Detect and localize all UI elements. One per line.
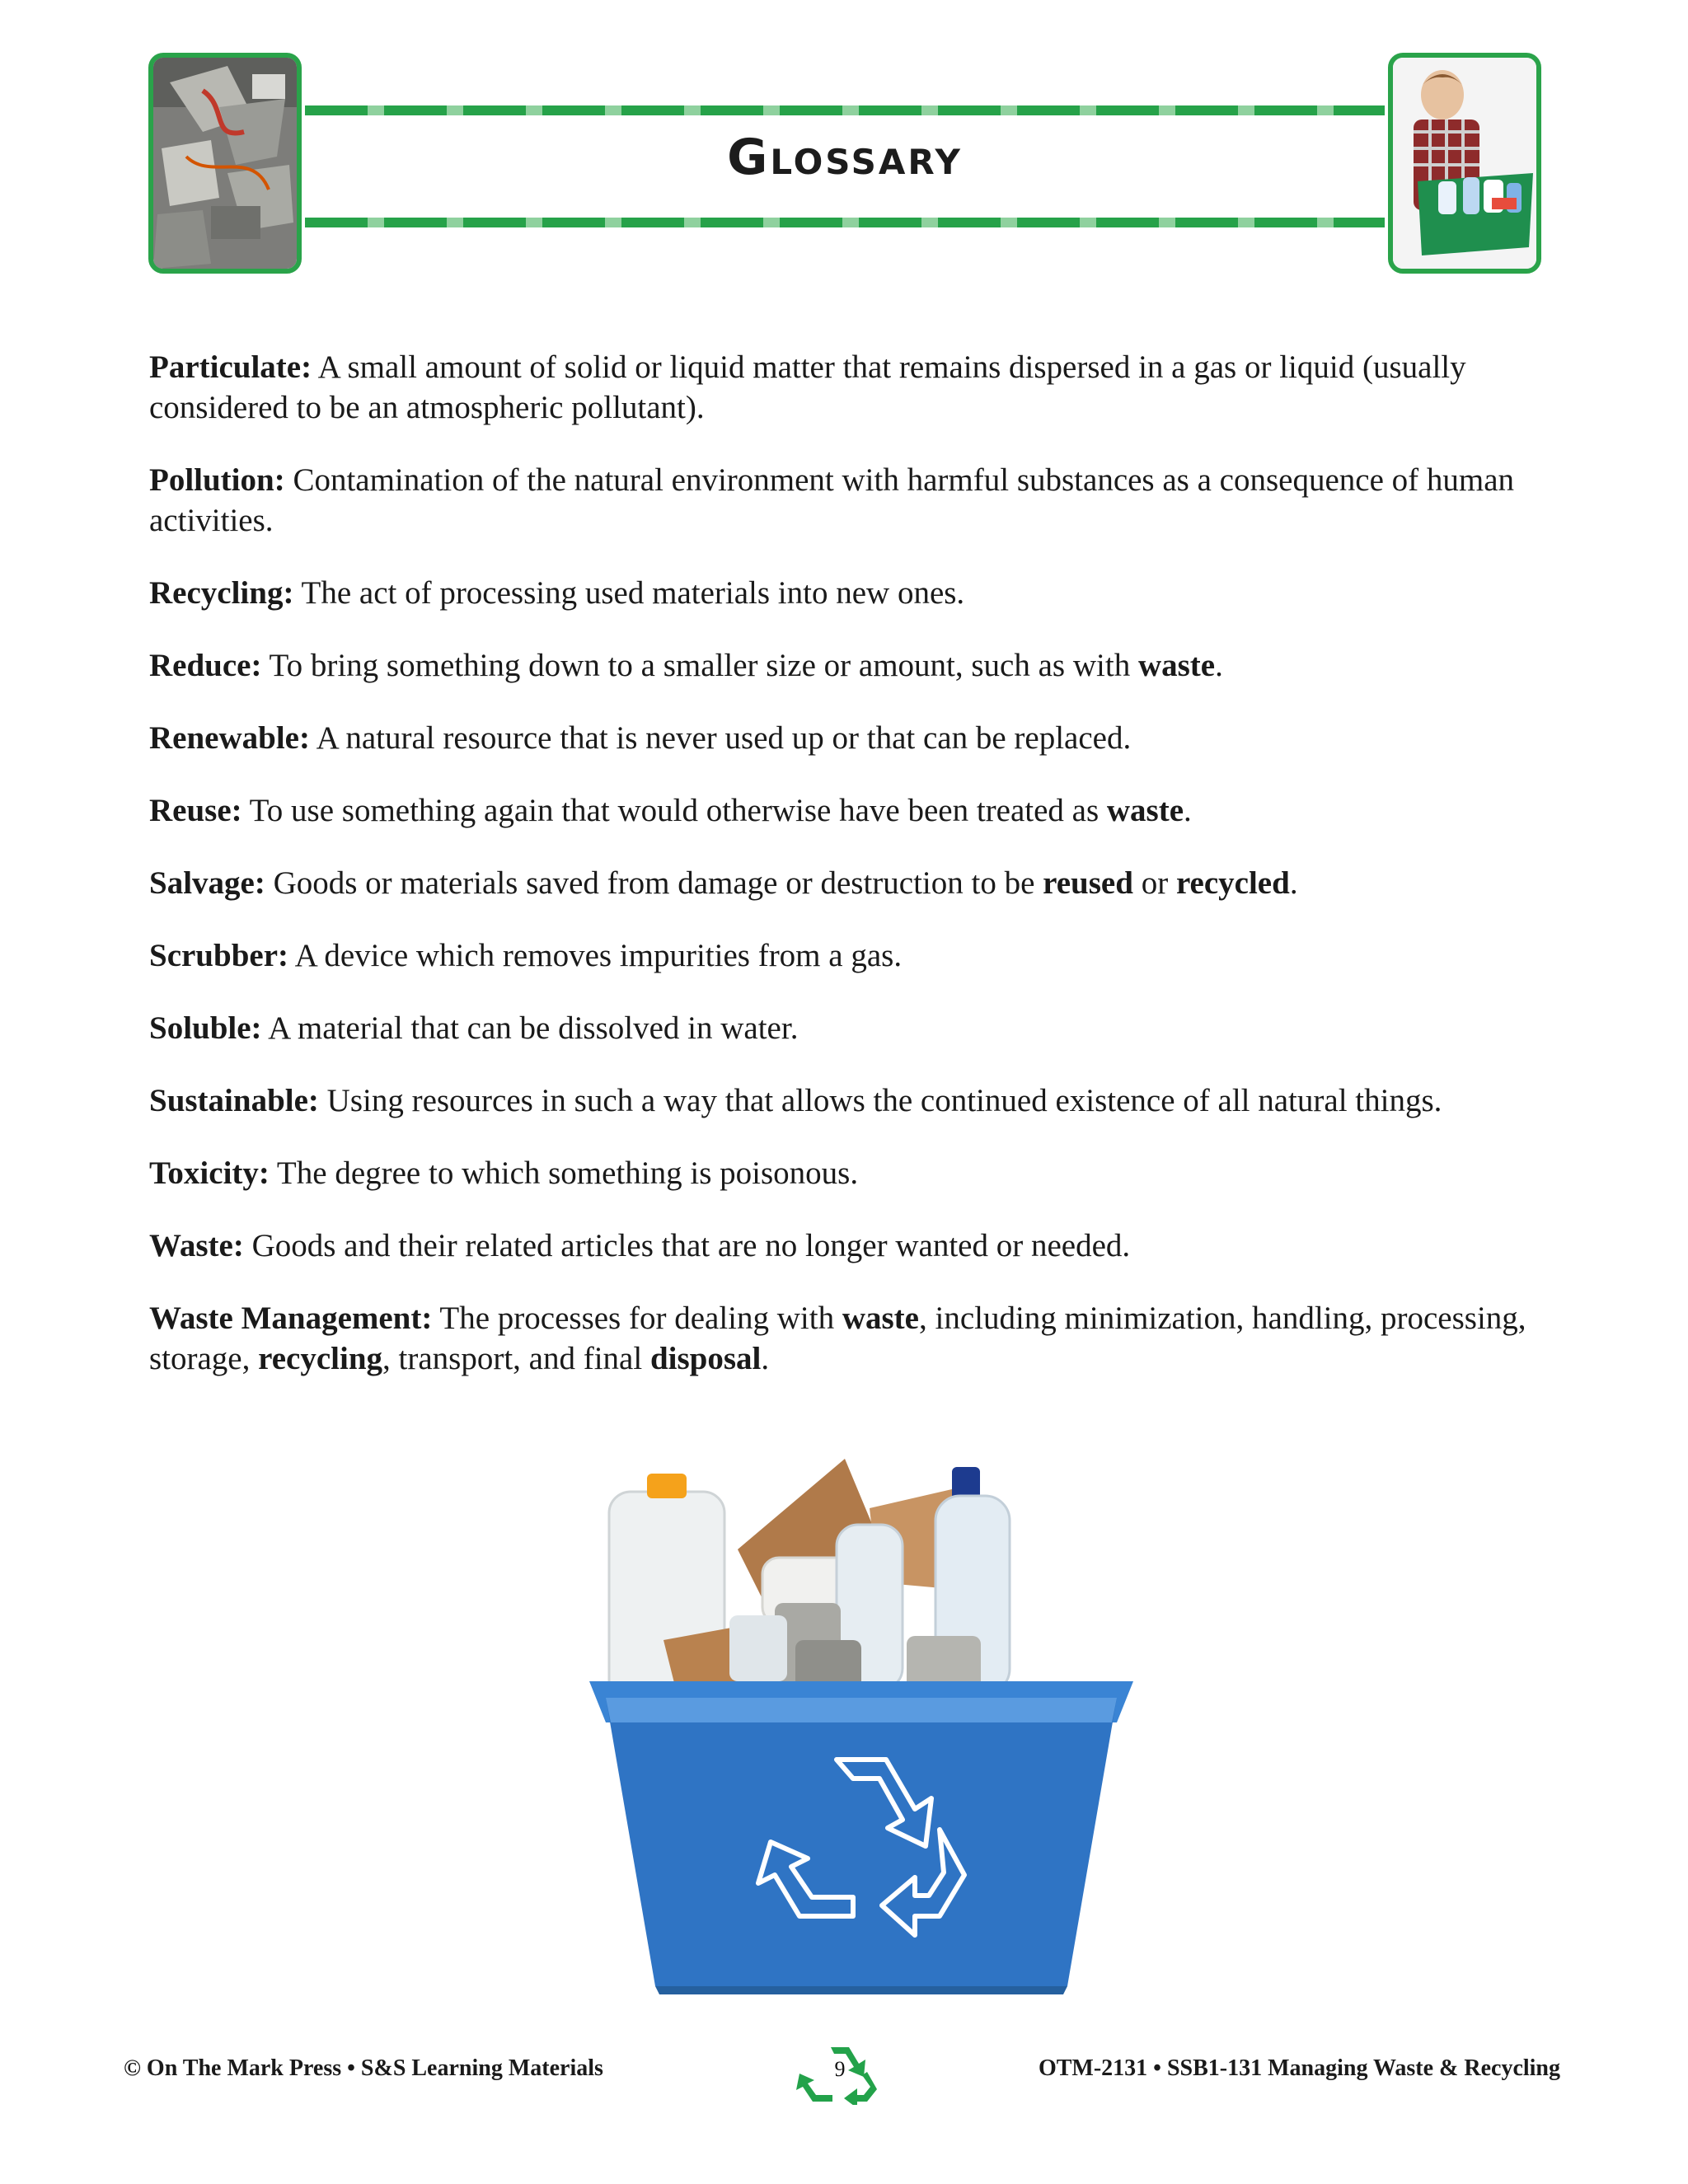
glossary-term: Waste: bbox=[149, 1228, 244, 1263]
recycling-bin-illustration bbox=[589, 1451, 1133, 1994]
boy-with-recycling-bin-photo bbox=[1388, 53, 1541, 274]
glossary-definition-text: , transport, and final bbox=[382, 1341, 650, 1376]
glossary-entry bbox=[149, 1080, 1550, 1121]
glossary-entry bbox=[149, 790, 1550, 831]
glossary-term: Soluble: bbox=[149, 1010, 262, 1046]
glossary-term: Salvage: bbox=[149, 865, 265, 901]
title-banner bbox=[305, 105, 1385, 227]
glossary-term: Particulate: bbox=[149, 349, 312, 385]
glossary-entry bbox=[149, 645, 1550, 686]
glossary-definition-text: A natural resource that is never used up or that can be replaced. bbox=[309, 720, 1132, 756]
glossary-keyword: recycling bbox=[258, 1341, 383, 1376]
glossary-definition-text: To use something again that would otherwise have been treated as bbox=[241, 793, 1107, 828]
glossary-entry bbox=[149, 1153, 1550, 1193]
glossary-definition-text: The act of processing used materials into new ones. bbox=[293, 575, 965, 611]
glossary-definition-text: or bbox=[1132, 865, 1176, 901]
glossary-keyword: disposal bbox=[649, 1341, 762, 1376]
glossary-definition-text: , including minimization, handling, processing, storage, bbox=[149, 1301, 1526, 1376]
glossary-list bbox=[149, 347, 1550, 1411]
glossary-term: Scrubber: bbox=[149, 938, 288, 973]
glossary-term: Toxicity: bbox=[149, 1155, 270, 1191]
glossary-entry bbox=[149, 935, 1550, 976]
page-number: 9 bbox=[834, 2057, 846, 2081]
glossary-entry bbox=[149, 1008, 1550, 1048]
glossary-term: Sustainable: bbox=[149, 1083, 319, 1118]
glossary-keyword: waste bbox=[842, 1301, 919, 1336]
glossary-entry bbox=[149, 1298, 1550, 1379]
glossary-term: Renewable: bbox=[149, 720, 310, 756]
glossary-definition-text: . bbox=[1215, 648, 1223, 683]
page-footer bbox=[0, 2044, 1688, 2102]
page-title: Glossary bbox=[727, 129, 963, 186]
bottom-dashed-line bbox=[305, 218, 1385, 227]
glossary-definition-text: . bbox=[1289, 865, 1298, 901]
footer-series-title: OTM-2131 • SSB1-131 Managing Waste & Recycling bbox=[1038, 2055, 1560, 2081]
glossary-keyword: recycled bbox=[1175, 865, 1290, 901]
footer-copyright: © On The Mark Press • S&S Learning Materials bbox=[124, 2055, 603, 2081]
scrap-metal-photo bbox=[148, 53, 302, 274]
glossary-keyword: waste bbox=[1106, 793, 1184, 828]
glossary-definition-text: The degree to which something is poisonous. bbox=[269, 1155, 859, 1191]
glossary-term: Recycling: bbox=[149, 575, 294, 611]
glossary-entry bbox=[149, 718, 1550, 758]
glossary-definition-text: . bbox=[1184, 793, 1192, 828]
glossary-definition-text: Contamination of the natural environment with harmful substances as a consequence of human activities. bbox=[149, 462, 1515, 538]
page-header bbox=[148, 53, 1541, 277]
glossary-definition-text: Using resources in such a way that allows the continued existence of all natural things. bbox=[318, 1083, 1442, 1118]
glossary-definition-text: Goods or materials saved from damage or destruction to be bbox=[265, 865, 1043, 901]
glossary-entry bbox=[149, 1226, 1550, 1266]
glossary-definition-text: . bbox=[761, 1341, 770, 1376]
glossary-term: Pollution: bbox=[149, 462, 285, 498]
glossary-term: Reuse: bbox=[149, 793, 242, 828]
glossary-entry bbox=[149, 573, 1550, 613]
glossary-entry bbox=[149, 460, 1550, 541]
glossary-definition-text: A material that can be dissolved in water. bbox=[261, 1010, 799, 1046]
glossary-definition-text: The processes for dealing with bbox=[432, 1301, 842, 1336]
top-dashed-line bbox=[305, 105, 1385, 115]
glossary-entry bbox=[149, 863, 1550, 903]
glossary-entry bbox=[149, 347, 1550, 428]
glossary-definition-text: Goods and their related articles that are no longer wanted or needed. bbox=[243, 1228, 1131, 1263]
recycle-logo-icon bbox=[796, 2044, 884, 2105]
glossary-definition-text: To bring something down to a smaller size or amount, such as with bbox=[261, 648, 1138, 683]
glossary-keyword: waste bbox=[1137, 648, 1216, 683]
glossary-term: Reduce: bbox=[149, 648, 262, 683]
glossary-definition-text: A device which removes impurities from a gas. bbox=[288, 938, 903, 973]
glossary-keyword: reused bbox=[1043, 865, 1133, 901]
glossary-definition-text: A small amount of solid or liquid matter that remains dispersed in a gas or liquid (usually considered to be an atmospheric pollutant). bbox=[149, 349, 1466, 425]
glossary-term: Waste Management: bbox=[149, 1301, 433, 1336]
